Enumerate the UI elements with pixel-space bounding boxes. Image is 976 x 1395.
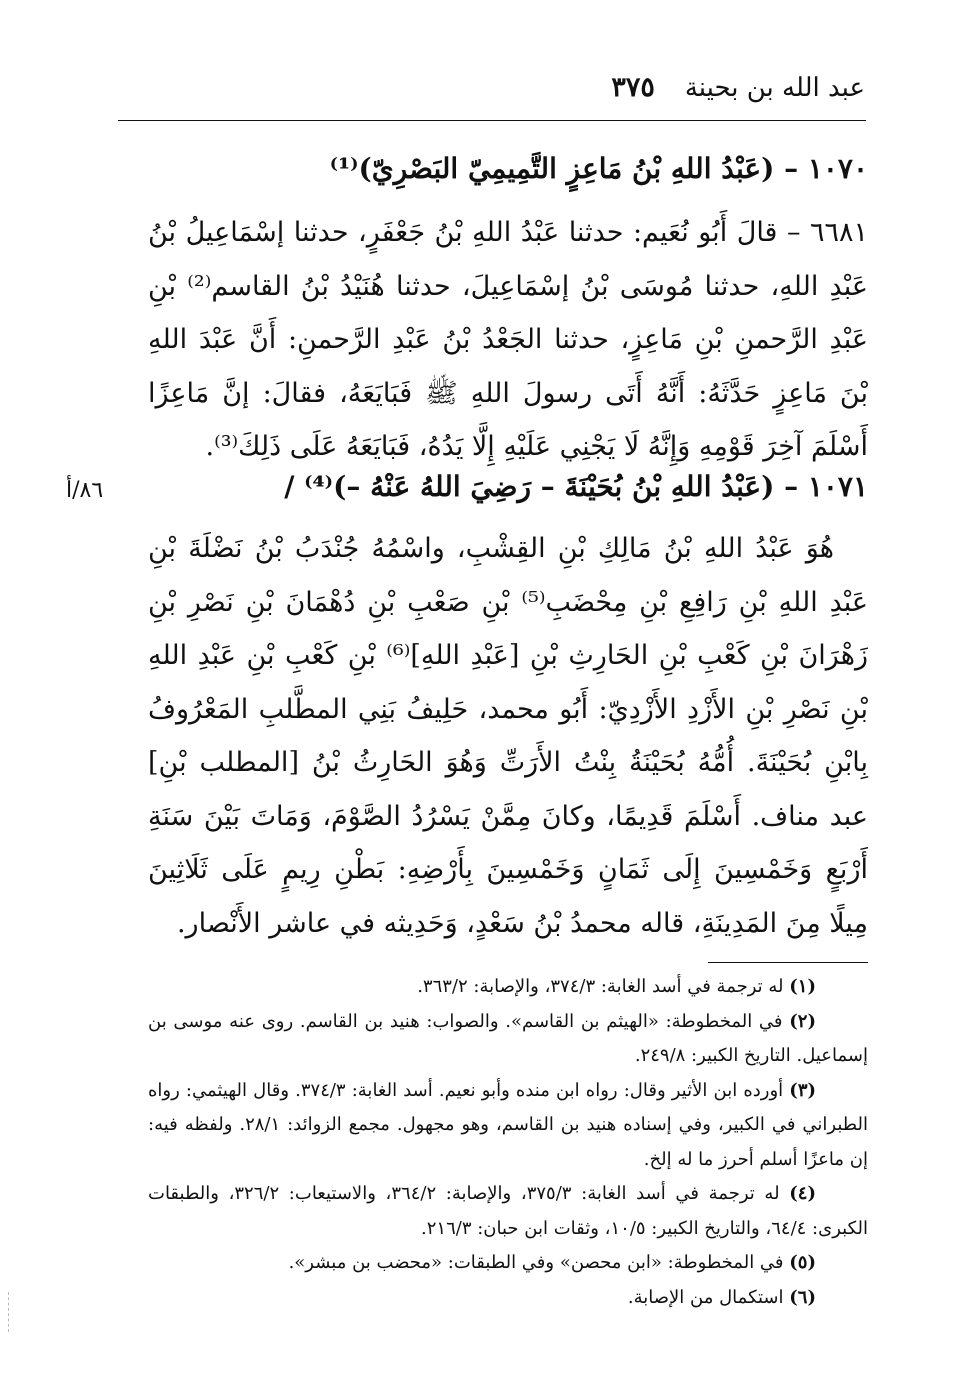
footnote-number: (٥) — [789, 1252, 816, 1273]
footnote-number: (١) — [789, 976, 816, 997]
footnote-6 — [148, 1281, 868, 1316]
footnote-2 — [148, 1005, 868, 1074]
footnote-1 — [148, 970, 868, 1005]
footnote-4 — [148, 1177, 868, 1246]
footnote-rule — [708, 962, 868, 963]
footnote-text: له ترجمة في أسد الغابة: ٣٧٤/٣، والإصابة: ٣٦٣/٢. — [417, 976, 784, 997]
footnote-text: في المخطوطة: «الهيثم بن القاسم». والصواب: هنيد بن القاسم. روى عنه موسى بن إسماعيل. التاريخ الكبير: ٢٤٩/٨. — [148, 1010, 868, 1066]
footnote-number: (٢) — [789, 1010, 816, 1032]
footnote-number: (٦) — [789, 1286, 816, 1308]
running-header — [120, 72, 865, 112]
footnote-text: استكمال من الإصابة. — [627, 1286, 784, 1308]
running-title: عبد الله بن بحينة — [684, 73, 865, 103]
page-number: ٣٧٥ — [611, 72, 655, 103]
entry-heading: ١٠٧٠ – (عَبْدُ اللهِ بْنُ مَاعِزٍ التَّمِيمِيّ البَصْرِيّ)⁽¹⁾ — [329, 152, 868, 185]
header-rule — [118, 120, 866, 121]
footnote-3 — [148, 1074, 868, 1178]
entry-heading: ١٠٧١ – (عَبْدُ اللهِ بْنُ بُحَيْنَةَ – رَضِيَ اللهُ عَنْهُ –)⁽⁴⁾ / — [284, 470, 868, 503]
entry-body: ٦٦٨١ – قالَ أَبُو نُعَيم: حدثنا عَبْدُ اللهِ بْنُ جَعْفَرٍ، حدثنا إسْمَاعِيلُ بْنُ عَبْدِ اللهِ، حدثنا مُوسَى بْنُ إسْمَاعِيلَ، حدثنا هُنَيْدُ بْنُ القاسم⁽²⁾ بْنِ عَبْدِ الرَّحمنِ بْنِ مَاعِزٍ، حدثنا الجَعْدُ بْنُ عَبْدِ الرَّحمنِ: أَنَّ عَبْدَ اللهِ بْنَ مَاعِزٍ حَدَّثَهُ: أَنَّهُ أَتَى رسولَ اللهِ ﷺ فَبَايَعَهُ، فقالَ: إنَّ مَاعِزًا أَسْلَمَ آخِرَ قَوْمِهِ وَإِنَّهُ لَا يَجْنِي عَلَيْهِ إِلَّا يَدُهُ، فَبَايَعَهُ عَلَى ذَلِكَ⁽³⁾. — [148, 217, 868, 462]
footnotes — [148, 970, 868, 1315]
footnote-number: (٣) — [789, 1079, 817, 1101]
footnote-text: في المخطوطة: «ابن محصن» وفي الطبقات: «محضب بن مبشر». — [288, 1252, 784, 1273]
scan-margin-mark — [8, 1292, 10, 1332]
footnote-text: أورده ابن الأثير وقال: رواه ابن منده وأبو نعيم. أسد الغابة: ٣٧٤/٣. وقال الهيثمي: رواه الطبراني في الكبير، وفي إسناده هنيد بن القاسم، وهو مجهول. مجمع الزوائد: ٢٨/١. ولفظه فيه: إن ماعزًا أسلم أحرز ما له إلخ. — [148, 1079, 869, 1170]
entry-body: هُوَ عَبْدُ اللهِ بْنُ مَالِكِ بْنِ القِشْبِ، واسْمُهُ جُنْدَبُ بْنُ نَضْلَةَ بْنِ عَبْدِ اللهِ بْنِ رَافِعِ بْنِ مِحْضَبِ⁽⁵⁾ بْنِ صَعْبِ بْنِ دُهْمَانَ بْنِ نَصْرِ بْنِ زَهْرَانَ بْنِ كَعْبِ بْنِ الحَارِثِ بْنِ [عَبْدِ اللهِ]⁽⁶⁾ بْنِ كَعْبِ بْنِ عَبْدِ اللهِ بْنِ نَصْرِ بْنِ الأَزْدِ الأَزْدِيّ: أَبُو محمد، حَلِيفُ بَنِي المطَّلبِ المَعْرُوفُ بِابْنِ بُحَيْنَةَ. أُمُّهُ بُحَيْنَةُ بِنْتُ الأَرَتِّ وَهُوَ الحَارِثُ بْنُ [المطلب بْنِ] عبد مناف. أَسْلَمَ قَدِيمًا، وكانَ مِمَّنْ يَسْرُدُ الصَّوْمَ، وَمَاتَ بَيْنَ سَنَةِ أَرْبَعٍ وَخَمْسِينَ إِلَى ثَمَانٍ وَخَمْسِينَ بِأَرْضِهِ: بَطْنِ رِيمٍ عَلَى ثَلَاثِينَ مِيلًا مِنَ المَدِينَةِ، قاله محمدُ بْنُ سَعْدٍ، وَحَدِيثه في عاشر الأَنْصار. — [148, 533, 868, 939]
footnote-number: (٤) — [789, 1183, 816, 1204]
margin-folio-note: ٨٦/أ — [66, 478, 104, 503]
footnote-text: له ترجمة في أسد الغابة: ٣٧٥/٣، والإصابة: ٣٦٤/٢، والاستيعاب: ٣٢٦/٢، والطبقات الكبرى: ٦٤/٤، والتاريخ الكبير: ١٠/٥، وثقات ابن حبان: ٢١٦/٣. — [148, 1183, 868, 1239]
footnote-5 — [148, 1246, 868, 1281]
